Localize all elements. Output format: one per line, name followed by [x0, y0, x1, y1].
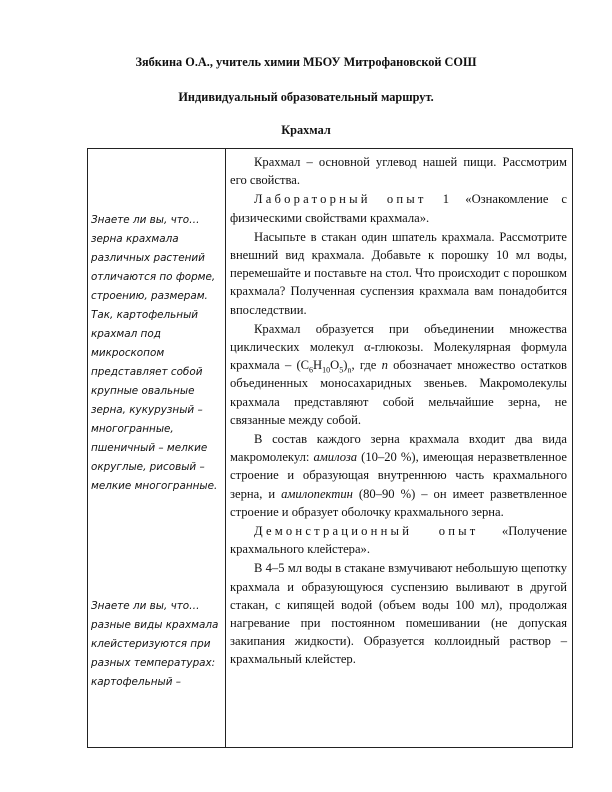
column-divider: [225, 149, 226, 747]
did-you-know-note-2: Знаете ли вы, что… разные виды крахмала клейстеризуются при разных температурах: картофельный –: [91, 600, 219, 688]
formula-where-text: , где: [351, 358, 377, 373]
amylopectin-description: (80–90 %) – он имеет разветвленное строение и образует оболочку крахмального зерна.: [230, 486, 567, 519]
term-amylopectin: амилопектин: [281, 486, 353, 501]
paragraph-lab-experiment: [230, 190, 567, 226]
paragraph-starch-composition: [230, 430, 567, 521]
page-subtitle: Индивидуальный образовательный маршрут.: [178, 90, 434, 104]
lab-experiment-label: Лабораторный опыт 1: [254, 192, 453, 207]
formula-o-index: 5: [339, 365, 344, 375]
paragraph-lab-instructions: Насыпьте в стакан один шпатель крахмала. Рассмотрите внешний вид крахмала. Добавьте к порошку 10 мл воды, перемешайте и поставьте на стол. Что происходит с порошком крахмала? Полученная суспензия крахмала вам понадобится впоследствии.: [230, 229, 567, 317]
formula-h-letter: H: [313, 358, 323, 373]
main-text-column: [230, 153, 567, 670]
did-you-know-note-1: Знаете ли вы, что… зерна крахмала различных растений отличаются по форме, строению, размерам. Так, картофельный крахмал под микроскопом представляет собой крупные овальные зерна, кукурузный – многогранные, пшеничный – мелкие округлые, рисовый – мелкие многогранные.: [91, 214, 218, 492]
composition-intro-text: В состав каждого зерна крахмала входит два вида макромолекул:: [230, 432, 567, 465]
demo-experiment-title: «Получение крахмального клейстера».: [230, 524, 567, 557]
amylose-description: (10–20 %), имеющая неразветвленное строение и образующая внутреннюю часть крахмального зерна, и: [230, 450, 568, 501]
lab-experiment-title: «Ознакомление с физическими свойствами крахмала».: [230, 192, 567, 225]
author-line: Зябкина О.А., учитель химии МБОУ Митрофановской СОШ: [135, 55, 477, 69]
content-table: [87, 148, 573, 748]
paragraph-demo-experiment: [230, 522, 567, 558]
formula-n-variable: n: [381, 358, 388, 373]
formula-intro-text: Крахмал образуется при объединении множества циклических молекул α-глюкозы. Молекулярная формула крахмала – (C: [230, 321, 567, 373]
paragraph-intro: Крахмал – основной углевод нашей пищи. Рассмотрим его свойства.: [230, 155, 567, 188]
formula-c-index: 6: [309, 365, 314, 375]
paragraph-demo-instructions: В 4–5 мл воды в стакане взмучивают небольшую щепотку крахмала и образующуюся суспензию выливают в другой стакан, с кипящей водой (объем воды 100 мл), продолжая нагревание при постоянном помешивании (не допуская закипания жидкости). Образуется коллоидный раствор – крахмальный клейстер.: [230, 561, 567, 667]
formula-h-index: 10: [322, 365, 331, 375]
demo-experiment-label: Демонстрационный опыт: [254, 524, 479, 539]
formula-n-index: n: [347, 365, 352, 375]
formula-explanation: обозначает множество остатков объединенных моносахаридных звеньев. Макромолекулы крахмала представляют собой мельчайшие зерна, не связанные между собой.: [230, 358, 567, 427]
page-title: Крахмал: [281, 123, 331, 137]
paragraph-starch-formula: Крахмал образуется при объединении множества циклических молекул α-глюкозы. Молекулярная формула крахмала – $(C_6H_{10}O_5)_n$, где n обозначает множество остатков объединенных моносахаридных звеньев. Макромолекулы крахмала представляют собой мельчайшие зерна, не связанные между собой.: [230, 321, 567, 427]
term-amylose: амилоза: [313, 450, 358, 465]
formula-o-letter: O: [330, 358, 340, 373]
